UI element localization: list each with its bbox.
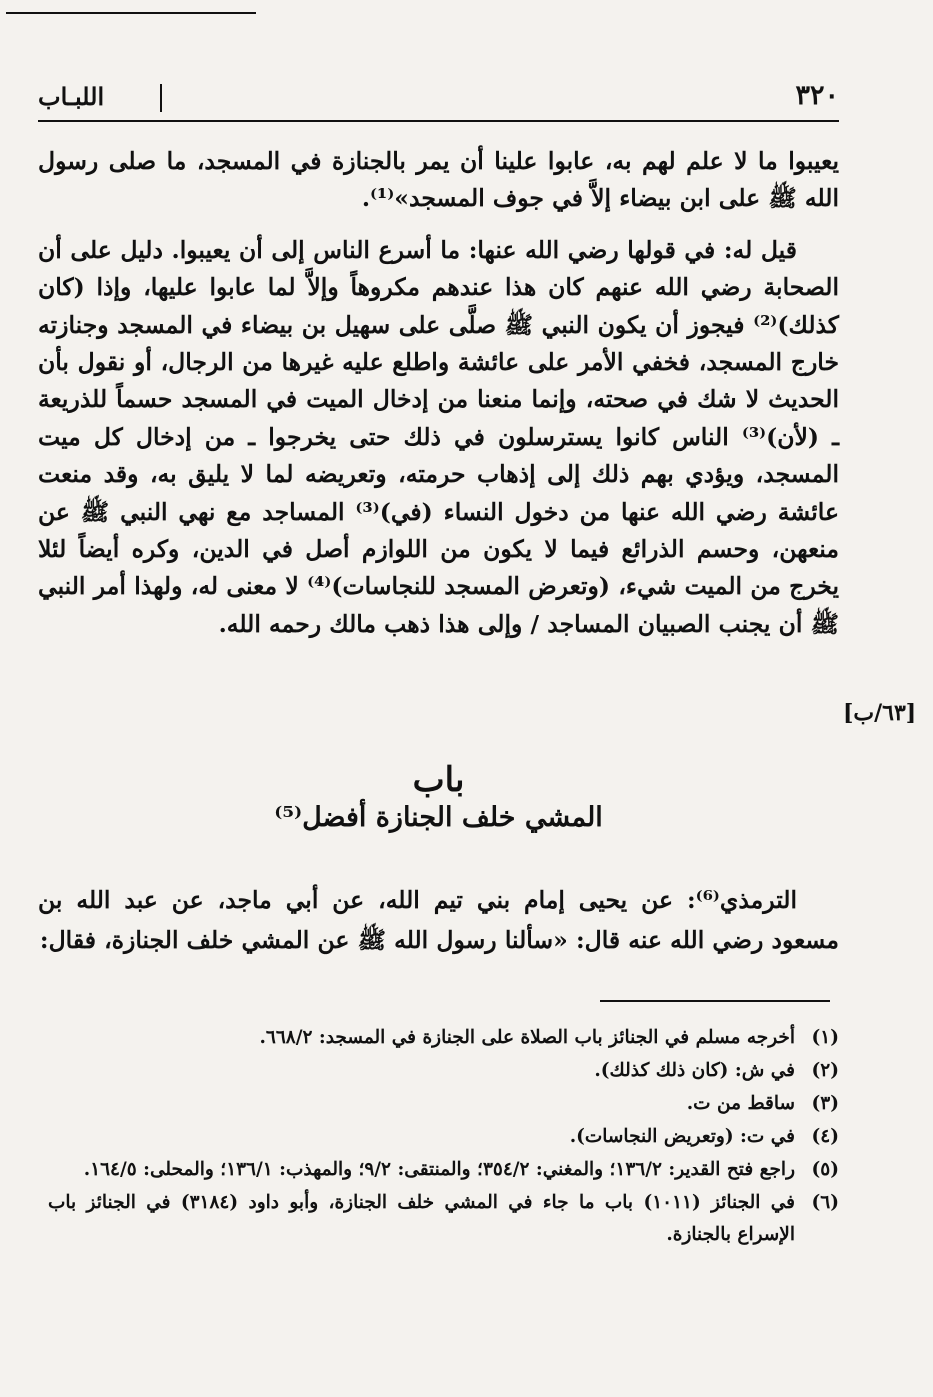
- footnote-number: (١): [811, 1027, 839, 1048]
- running-title: اللبـاب: [38, 82, 105, 111]
- footnote: [48, 1088, 839, 1120]
- paragraph: يعيبوا ما لا علم لهم به، عابوا علينا أن يمر بالجنازة في المسجد، ما صلى رسول الله ﷺ على ابن بيضاء إلاَّ في جوف المسجد»⁽¹⁾.: [38, 147, 839, 213]
- margin-folio-note: [٦٣/ب]: [843, 700, 917, 726]
- footnote-number: (٦): [811, 1192, 839, 1213]
- footnote-text: ساقط من ت.: [686, 1093, 795, 1114]
- chapter-heading: [38, 758, 839, 838]
- footnote-text: في ت: (وتعريض النجاسات).: [569, 1126, 795, 1147]
- page-number: ٣٢٠: [795, 80, 839, 111]
- footnote-text: راجع فتح القدير: ١٣٦/٢؛ والمغني: ٣٥٤/٢؛ والمنتقى: ٩/٢؛ والمهذب: ١٣٦/١؛ والمحلى: ١٦٤/٥.: [83, 1159, 795, 1180]
- footnote-text: في الجنائز (١٠١١) باب ما جاء في المشي خلف الجنازة، وأبو داود (٣١٨٤) في الجنائز باب الإسراع بالجنازة.: [48, 1192, 795, 1245]
- footnote-text: في ش: (كان ذلك كذلك).: [594, 1060, 795, 1081]
- chapter-title: المشي خلف الجنازة أفضل⁽⁵⁾: [274, 802, 603, 833]
- footnote: [48, 1022, 839, 1054]
- footnote: [48, 1121, 839, 1153]
- top-edge-rule: [6, 12, 256, 14]
- footnote-text: أخرجه مسلم في الجنائز باب الصلاة على الجنازة في المسجد: ٦٦٨/٢.: [259, 1027, 795, 1048]
- footnote-number: (٥): [811, 1159, 839, 1180]
- section-text: الترمذي⁽⁶⁾: عن يحيى إمام بني تيم الله، عن أبي ماجد، عن عبد الله بن مسعود رضي الله عنه قال: «سألنا رسول الله ﷺ عن المشي خلف الجنازة، فقال:: [38, 886, 839, 954]
- footnote-rule: [600, 1000, 830, 1002]
- chapter-label: باب: [412, 760, 465, 800]
- footnote-number: (٢): [811, 1060, 839, 1081]
- footnote: [48, 1055, 839, 1087]
- footnote-number: (٣): [811, 1093, 839, 1114]
- header-rule: [38, 120, 839, 122]
- paragraph: قيل له: في قولها رضي الله عنها: ما أسرع الناس إلى أن يعيبوا. دليل على أن الصحابة رضي الله عنهم كان هذا عندهم مكروهاً وإلاَّ لما عابوا عليها، وإذا (كان كذلك)⁽²⁾ فيجوز أن يكون النبي ﷺ صلَّى على سهيل بن بيضاء في المسجد وجنازته خارج المسجد، فخفي الأمر على عائشة واطلع عليه غيرها من الرجال، أو نقول بأن الحديث لا شك في صحته، وإنما منعنا من إدخال الميت في المسجد حسماً للذريعة ـ (لأن)⁽³⁾ الناس كانوا يسترسلون في ذلك حتى يخرجوا ـ من إدخال كل ميت المسجد، ويؤدي بهم ذلك إلى إذهاب حرمته، وتعريضه لما لا يليق به، وقد منعت عائشة رضي الله عنها من دخول النساء (في)⁽³⁾ المساجد مع نهي النبي ﷺ عن منعهن، وحسم الذرائع فيما لا يكون من اللوازم أصل في الدين، وكره أيضاً لئلا يخرج من الميت شيء، (وتعرض المسجد للنجاسات)⁽⁴⁾ لا معنى له، ولهذا أمر النبي ﷺ أن يجنب الصبيان المساجد / وإلى هذا ذهب مالك رحمه الله.: [38, 235, 840, 638]
- footnote: [48, 1187, 839, 1251]
- main-text: [38, 143, 839, 643]
- header-divider: [160, 84, 162, 112]
- footnotes: [48, 1022, 839, 1251]
- footnote-number: (٤): [811, 1126, 839, 1147]
- footnote: [48, 1154, 839, 1186]
- page-header: [38, 80, 839, 116]
